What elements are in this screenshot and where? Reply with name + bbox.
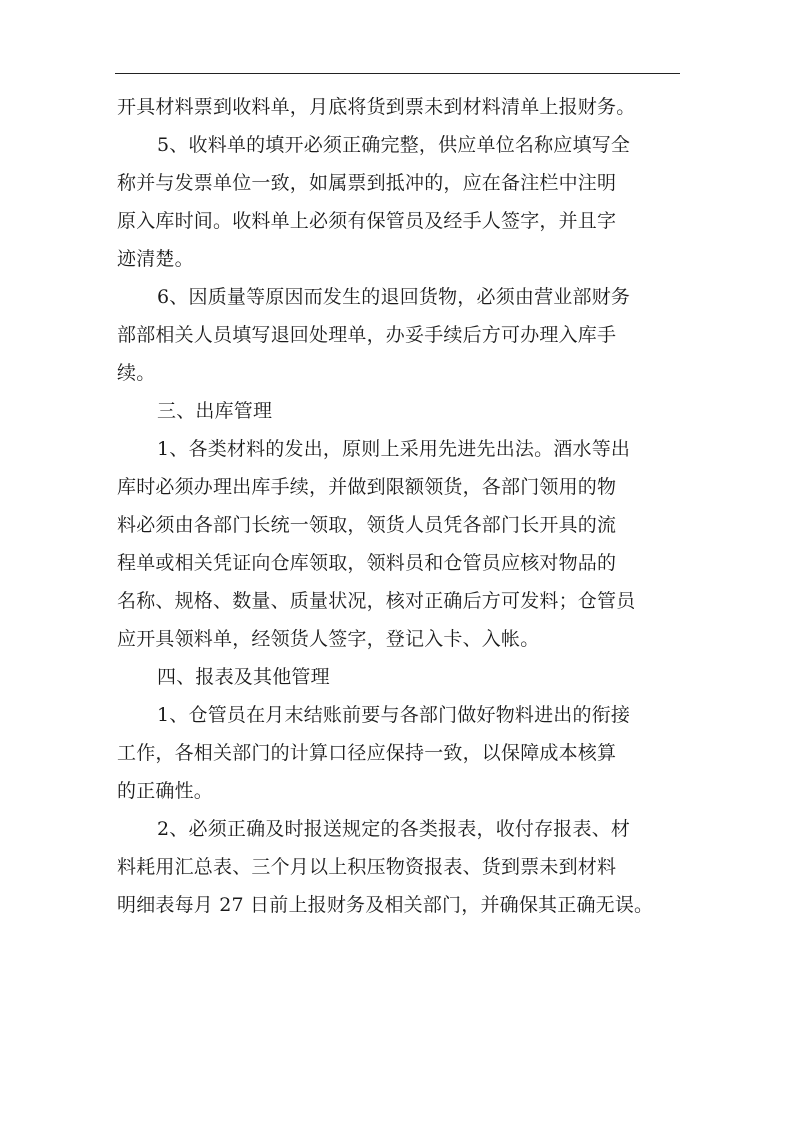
paragraph-line: 明细表每月 27 日前上报财务及相关部门，并确保其正确无误。 — [117, 894, 654, 916]
paragraph-line: 名称、规格、数量、质量状况，核对正确后方可发料；仓管员 — [117, 590, 636, 612]
paragraph-line: 料必须由各部门长统一领取，领货人员凭各部门长开具的流 — [117, 514, 617, 536]
paragraph-line: 5、收料单的填开必须正确完整，供应单位名称应填写全 — [157, 134, 631, 156]
paragraph-line: 6、因质量等原因而发生的退回货物，必须由营业部财务 — [157, 286, 631, 308]
paragraph-line: 程单或相关凭证向仓库领取，领料员和仓管员应核对物品的 — [117, 552, 617, 574]
paragraph-line: 部部相关人员填写退回处理单，办妥手续后方可办理入库手 — [117, 324, 617, 346]
paragraph-line: 续。 — [117, 362, 156, 384]
paragraph-line: 应开具领料单，经领货人签字，登记入卡、入帐。 — [117, 628, 540, 650]
paragraph-line: 料耗用汇总表、三个月以上积压物资报表、货到票未到材料 — [117, 856, 617, 878]
header-rule — [115, 73, 680, 74]
paragraph-line: 迹清楚。 — [117, 248, 194, 270]
paragraph-line: 2、必须正确及时报送规定的各类报表，收付存报表、材 — [157, 818, 631, 840]
paragraph-line: 1、各类材料的发出，原则上采用先进先出法。酒水等出 — [157, 438, 631, 460]
paragraph-line: 开具材料票到收料单，月底将货到票未到材料清单上报财务。 — [117, 96, 636, 118]
paragraph-line: 的正确性。 — [117, 780, 214, 802]
paragraph-line: 库时必须办理出库手续，并做到限额领货，各部门领用的物 — [117, 476, 617, 498]
paragraph-line: 工作，各相关部门的计算口径应保持一致，以保障成本核算 — [117, 742, 617, 764]
paragraph-line: 原入库时间。收料单上必须有保管员及经手人签字，并且字 — [117, 210, 617, 232]
section-heading: 四、报表及其他管理 — [157, 666, 330, 688]
paragraph-line: 1、仓管员在月末结账前要与各部门做好物料进出的衔接 — [157, 704, 631, 726]
body-text — [117, 88, 687, 924]
paragraph-line: 称并与发票单位一致，如属票到抵冲的，应在备注栏中注明 — [117, 172, 617, 194]
section-heading: 三、出库管理 — [157, 400, 273, 422]
